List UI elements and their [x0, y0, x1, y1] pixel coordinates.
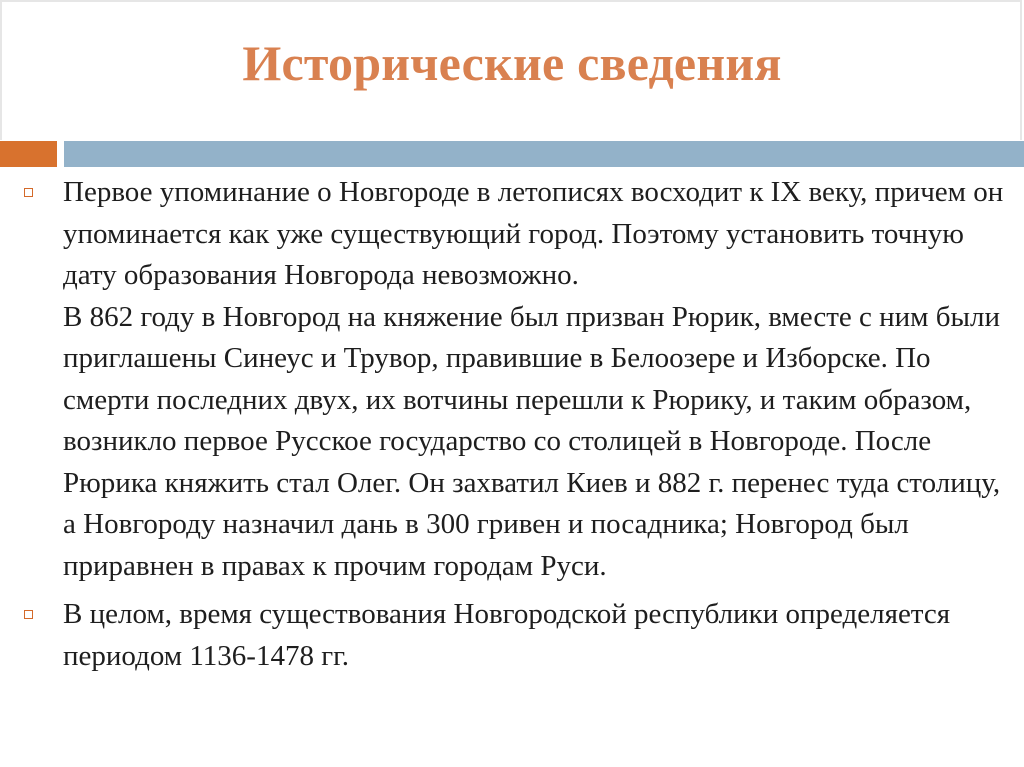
- bullet-paragraph: В целом, время существования Новгородской республики определяется периодом 1136-1478 гг.: [63, 598, 951, 672]
- bullet-item: [22, 594, 1012, 677]
- bullet-item: [22, 172, 1012, 587]
- bullet-paragraph: В 862 году в Новгород на княжение был призван Рюрик, вместе с ним были приглашены Синеус и Трувор, правившие в Белоозере и Изборске. По смерти последних двух, их вотчины перешли к Рюрику, и таким образом, возникло первое Русское государство со столицей в Новгороде. После Рюрика княжить стал Олег. Он захватил Киев и 882 г. перенес туда столицу, а Новгороду назначил дань в 300 гривен и посадника; Новгород был приравнен в правах к прочим городам Руси.: [63, 300, 1001, 582]
- square-bullet-icon: [24, 610, 33, 619]
- accent-bar-orange: [0, 141, 57, 167]
- slide-content: [22, 172, 1012, 677]
- bullet-paragraph: Первое упоминание о Новгороде в летописях восходит к IX веку, причем он упоминается как уже существующий город. Поэтому установить точную дату образования Новгорода невозможно.: [63, 176, 1004, 291]
- square-bullet-icon: [24, 188, 33, 197]
- accent-bar-blue: [64, 141, 1024, 167]
- slide-title: Исторические сведения: [242, 35, 782, 91]
